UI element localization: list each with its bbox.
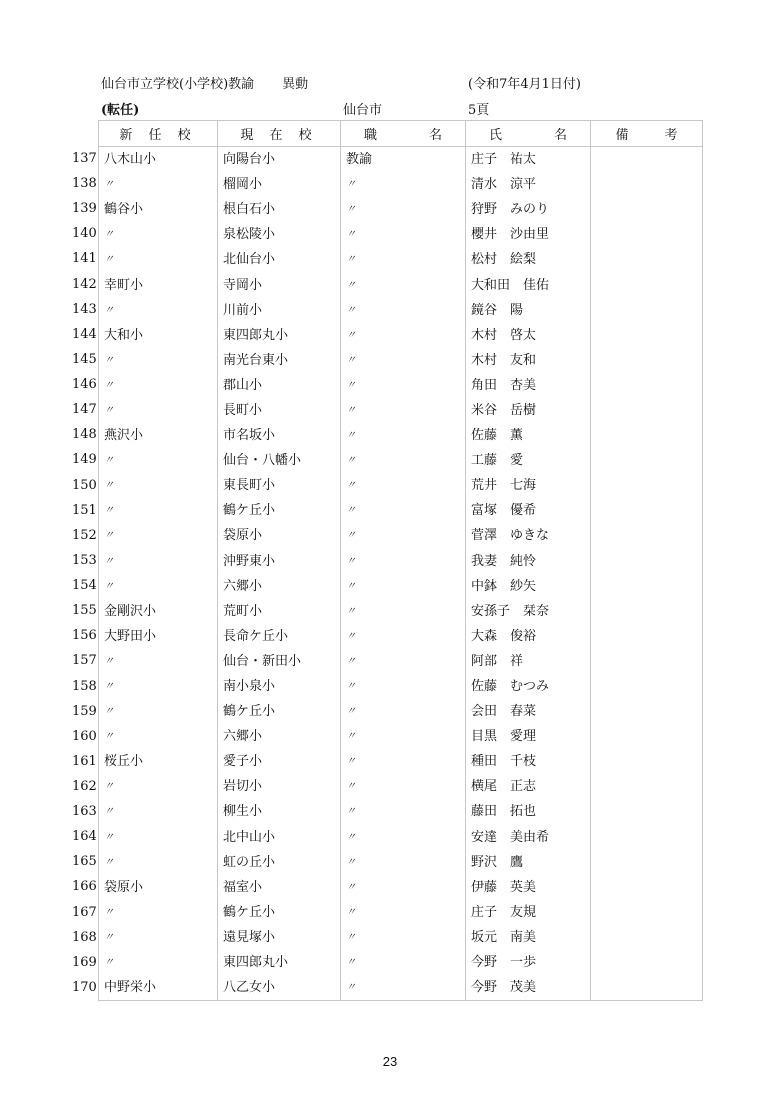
header-remarks: 備 考 bbox=[591, 121, 703, 147]
cell-name: 大森 俊裕 bbox=[466, 624, 591, 649]
cell-remarks bbox=[591, 549, 703, 574]
cell-remarks bbox=[591, 498, 703, 523]
cell-name: 目黒 愛理 bbox=[466, 724, 591, 749]
cell-position: 〃 bbox=[341, 900, 466, 925]
cell-position: 〃 bbox=[341, 323, 466, 348]
cell-new-school: 桜丘小 bbox=[99, 749, 218, 774]
cell-position: 〃 bbox=[341, 850, 466, 875]
table-row bbox=[99, 774, 703, 799]
cell-new-school: 〃 bbox=[99, 398, 218, 423]
cell-position: 〃 bbox=[341, 574, 466, 599]
row-number: 166 bbox=[72, 879, 97, 895]
row-number: 168 bbox=[72, 929, 97, 945]
cell-new-school: 〃 bbox=[99, 699, 218, 724]
cell-position: 〃 bbox=[341, 799, 466, 824]
cell-position: 〃 bbox=[341, 825, 466, 850]
header-position: 職 名 bbox=[341, 121, 466, 147]
cell-current-school: 泉松陵小 bbox=[218, 222, 341, 247]
cell-name: 鏡谷 陽 bbox=[466, 298, 591, 323]
header-name: 氏 名 bbox=[466, 121, 591, 147]
cell-current-school: 南光台東小 bbox=[218, 348, 341, 373]
cell-current-school: 八乙女小 bbox=[218, 975, 341, 1001]
cell-position: 〃 bbox=[341, 925, 466, 950]
table-row bbox=[99, 398, 703, 423]
cell-current-school: 沖野東小 bbox=[218, 549, 341, 574]
cell-position: 〃 bbox=[341, 473, 466, 498]
cell-remarks bbox=[591, 323, 703, 348]
table-row bbox=[99, 247, 703, 272]
cell-current-school: 六郷小 bbox=[218, 574, 341, 599]
table-row bbox=[99, 825, 703, 850]
cell-new-school: 〃 bbox=[99, 649, 218, 674]
cell-position: 〃 bbox=[341, 599, 466, 624]
cell-remarks bbox=[591, 950, 703, 975]
row-number: 143 bbox=[72, 301, 97, 317]
cell-position: 〃 bbox=[341, 498, 466, 523]
document-title-main: 仙台市立学校(小学校)教諭 bbox=[101, 77, 255, 92]
cell-new-school: 大和小 bbox=[99, 323, 218, 348]
table-row bbox=[99, 222, 703, 247]
table-row bbox=[99, 423, 703, 448]
cell-position: 〃 bbox=[341, 674, 466, 699]
cell-current-school: 東四郎丸小 bbox=[218, 950, 341, 975]
cell-name: 阿部 祥 bbox=[466, 649, 591, 674]
row-number: 165 bbox=[72, 854, 97, 870]
cell-current-school: 長命ケ丘小 bbox=[218, 624, 341, 649]
cell-remarks bbox=[591, 674, 703, 699]
cell-new-school: 大野田小 bbox=[99, 624, 218, 649]
header-new-school: 新 任 校 bbox=[99, 121, 218, 147]
cell-remarks bbox=[591, 699, 703, 724]
category-label: (転任) bbox=[101, 103, 140, 118]
cell-name: 工藤 愛 bbox=[466, 448, 591, 473]
cell-name: 角田 杏美 bbox=[466, 373, 591, 398]
effective-date: (令和7年4月1日付) bbox=[468, 77, 581, 92]
row-number: 155 bbox=[72, 603, 97, 619]
cell-new-school: 〃 bbox=[99, 498, 218, 523]
cell-position: 〃 bbox=[341, 448, 466, 473]
transfer-table bbox=[98, 120, 703, 1001]
cell-remarks bbox=[591, 423, 703, 448]
cell-new-school: 金剛沢小 bbox=[99, 599, 218, 624]
cell-position: 〃 bbox=[341, 222, 466, 247]
cell-position: 〃 bbox=[341, 975, 466, 1001]
cell-remarks bbox=[591, 473, 703, 498]
cell-position: 〃 bbox=[341, 423, 466, 448]
cell-remarks bbox=[591, 172, 703, 197]
table-row bbox=[99, 498, 703, 523]
cell-current-school: 鶴ケ丘小 bbox=[218, 498, 341, 523]
city-label: 仙台市 bbox=[343, 103, 383, 118]
table-row bbox=[99, 900, 703, 925]
cell-position: 〃 bbox=[341, 875, 466, 900]
row-number: 169 bbox=[72, 954, 97, 970]
table-row bbox=[99, 674, 703, 699]
cell-current-school: 向陽台小 bbox=[218, 147, 341, 173]
cell-current-school: 愛子小 bbox=[218, 749, 341, 774]
cell-position: 〃 bbox=[341, 624, 466, 649]
cell-name: 我妻 純怜 bbox=[466, 549, 591, 574]
row-number: 151 bbox=[72, 502, 97, 518]
cell-current-school: 袋原小 bbox=[218, 523, 341, 548]
header-current-school: 現 在 校 bbox=[218, 121, 341, 147]
cell-new-school: 〃 bbox=[99, 825, 218, 850]
cell-name: 佐藤 薫 bbox=[466, 423, 591, 448]
table-row bbox=[99, 799, 703, 824]
row-number: 142 bbox=[72, 276, 97, 292]
cell-current-school: 虹の丘小 bbox=[218, 850, 341, 875]
cell-new-school: 〃 bbox=[99, 774, 218, 799]
cell-remarks bbox=[591, 247, 703, 272]
row-number: 146 bbox=[72, 377, 97, 393]
cell-current-school: 長町小 bbox=[218, 398, 341, 423]
cell-new-school: 〃 bbox=[99, 523, 218, 548]
row-number: 156 bbox=[72, 628, 97, 644]
cell-remarks bbox=[591, 724, 703, 749]
cell-new-school: 〃 bbox=[99, 900, 218, 925]
cell-current-school: 仙台・新田小 bbox=[218, 649, 341, 674]
cell-name: 狩野 みのり bbox=[466, 197, 591, 222]
cell-new-school: 〃 bbox=[99, 348, 218, 373]
row-number: 158 bbox=[72, 678, 97, 694]
table-row bbox=[99, 549, 703, 574]
table-row bbox=[99, 699, 703, 724]
row-number: 147 bbox=[72, 402, 97, 418]
row-number: 137 bbox=[72, 151, 97, 166]
cell-name: 庄子 祐太 bbox=[466, 147, 591, 173]
cell-current-school: 南小泉小 bbox=[218, 674, 341, 699]
cell-current-school: 岩切小 bbox=[218, 774, 341, 799]
cell-new-school: 〃 bbox=[99, 950, 218, 975]
cell-current-school: 北中山小 bbox=[218, 825, 341, 850]
cell-new-school: 〃 bbox=[99, 850, 218, 875]
cell-remarks bbox=[591, 448, 703, 473]
cell-current-school: 寺岡小 bbox=[218, 272, 341, 297]
row-number: 159 bbox=[72, 703, 97, 719]
cell-remarks bbox=[591, 398, 703, 423]
cell-new-school: 〃 bbox=[99, 799, 218, 824]
cell-current-school: 遠見塚小 bbox=[218, 925, 341, 950]
row-number: 157 bbox=[72, 653, 97, 669]
cell-name: 菅澤 ゆきな bbox=[466, 523, 591, 548]
cell-position: 〃 bbox=[341, 523, 466, 548]
cell-current-school: 北仙台小 bbox=[218, 247, 341, 272]
cell-position: 〃 bbox=[341, 699, 466, 724]
cell-new-school: 鶴谷小 bbox=[99, 197, 218, 222]
cell-name: 大和田 佳佑 bbox=[466, 272, 591, 297]
cell-current-school: 柳生小 bbox=[218, 799, 341, 824]
table-row bbox=[99, 272, 703, 297]
cell-name: 藤田 拓也 bbox=[466, 799, 591, 824]
cell-remarks bbox=[591, 875, 703, 900]
table-row bbox=[99, 473, 703, 498]
cell-name: 佐藤 むつみ bbox=[466, 674, 591, 699]
cell-name: 庄子 友規 bbox=[466, 900, 591, 925]
cell-new-school: 〃 bbox=[99, 222, 218, 247]
cell-name: 会田 春菜 bbox=[466, 699, 591, 724]
row-number: 161 bbox=[72, 753, 97, 769]
table-row bbox=[99, 649, 703, 674]
cell-name: 伊藤 英美 bbox=[466, 875, 591, 900]
cell-position: 〃 bbox=[341, 724, 466, 749]
row-number: 141 bbox=[72, 251, 97, 267]
table-row bbox=[99, 724, 703, 749]
cell-name: 木村 友和 bbox=[466, 348, 591, 373]
cell-remarks bbox=[591, 925, 703, 950]
document-title bbox=[101, 73, 308, 92]
cell-new-school: 〃 bbox=[99, 574, 218, 599]
cell-remarks bbox=[591, 348, 703, 373]
cell-position: 〃 bbox=[341, 774, 466, 799]
row-number: 148 bbox=[72, 427, 97, 443]
cell-current-school: 根白石小 bbox=[218, 197, 341, 222]
table-row bbox=[99, 749, 703, 774]
table-row bbox=[99, 875, 703, 900]
cell-name: 今野 一歩 bbox=[466, 950, 591, 975]
cell-name: 米谷 岳樹 bbox=[466, 398, 591, 423]
row-number: 153 bbox=[72, 552, 97, 568]
cell-name: 安孫子 栞奈 bbox=[466, 599, 591, 624]
row-number: 149 bbox=[72, 452, 97, 468]
cell-name: 中鉢 紗矢 bbox=[466, 574, 591, 599]
table-row bbox=[99, 298, 703, 323]
row-number: 154 bbox=[72, 578, 97, 594]
cell-remarks bbox=[591, 298, 703, 323]
cell-name: 荒井 七海 bbox=[466, 473, 591, 498]
row-number: 160 bbox=[72, 728, 97, 744]
cell-remarks bbox=[591, 272, 703, 297]
table-row bbox=[99, 599, 703, 624]
cell-current-school: 市名坂小 bbox=[218, 423, 341, 448]
cell-current-school: 榴岡小 bbox=[218, 172, 341, 197]
cell-position: 〃 bbox=[341, 749, 466, 774]
table-row bbox=[99, 574, 703, 599]
cell-name: 今野 茂美 bbox=[466, 975, 591, 1001]
row-number: 138 bbox=[72, 176, 97, 192]
cell-position: 〃 bbox=[341, 649, 466, 674]
cell-current-school: 川前小 bbox=[218, 298, 341, 323]
table-row bbox=[99, 197, 703, 222]
cell-new-school: 袋原小 bbox=[99, 875, 218, 900]
cell-new-school: 幸町小 bbox=[99, 272, 218, 297]
cell-remarks bbox=[591, 749, 703, 774]
cell-current-school: 東長町小 bbox=[218, 473, 341, 498]
cell-new-school: 中野栄小 bbox=[99, 975, 218, 1001]
table-row bbox=[99, 323, 703, 348]
cell-name: 櫻井 沙由里 bbox=[466, 222, 591, 247]
table-row bbox=[99, 850, 703, 875]
cell-new-school: 〃 bbox=[99, 298, 218, 323]
row-number: 152 bbox=[72, 527, 97, 543]
row-number: 144 bbox=[72, 326, 97, 342]
cell-position: 〃 bbox=[341, 298, 466, 323]
cell-new-school: 〃 bbox=[99, 448, 218, 473]
cell-name: 木村 啓太 bbox=[466, 323, 591, 348]
cell-current-school: 福室小 bbox=[218, 875, 341, 900]
cell-remarks bbox=[591, 850, 703, 875]
cell-name: 種田 千枝 bbox=[466, 749, 591, 774]
cell-position: 〃 bbox=[341, 373, 466, 398]
cell-remarks bbox=[591, 373, 703, 398]
cell-position: 〃 bbox=[341, 348, 466, 373]
table-row bbox=[99, 147, 703, 173]
cell-current-school: 鶴ケ丘小 bbox=[218, 699, 341, 724]
cell-position: 〃 bbox=[341, 272, 466, 297]
row-number: 163 bbox=[72, 804, 97, 820]
table-row bbox=[99, 950, 703, 975]
cell-position: 〃 bbox=[341, 549, 466, 574]
row-number: 167 bbox=[72, 904, 97, 920]
cell-new-school: 〃 bbox=[99, 172, 218, 197]
table-row bbox=[99, 975, 703, 1001]
row-number: 162 bbox=[72, 779, 97, 794]
cell-position: 教諭 bbox=[341, 147, 466, 173]
cell-current-school: 仙台・八幡小 bbox=[218, 448, 341, 473]
cell-name: 野沢 鷹 bbox=[466, 850, 591, 875]
table-header-row bbox=[99, 121, 703, 147]
cell-remarks bbox=[591, 825, 703, 850]
cell-remarks bbox=[591, 624, 703, 649]
table-row bbox=[99, 448, 703, 473]
cell-remarks bbox=[591, 900, 703, 925]
table-row bbox=[99, 373, 703, 398]
row-number: 140 bbox=[72, 226, 97, 242]
cell-name: 松村 絵梨 bbox=[466, 247, 591, 272]
cell-new-school: 〃 bbox=[99, 373, 218, 398]
table-row bbox=[99, 624, 703, 649]
cell-new-school: 〃 bbox=[99, 925, 218, 950]
cell-position: 〃 bbox=[341, 172, 466, 197]
cell-position: 〃 bbox=[341, 197, 466, 222]
cell-remarks bbox=[591, 197, 703, 222]
cell-new-school: 〃 bbox=[99, 674, 218, 699]
cell-new-school: 八木山小 bbox=[99, 147, 218, 173]
cell-remarks bbox=[591, 774, 703, 799]
row-number: 164 bbox=[72, 829, 97, 845]
cell-remarks bbox=[591, 649, 703, 674]
cell-name: 安達 美由希 bbox=[466, 825, 591, 850]
cell-remarks bbox=[591, 599, 703, 624]
cell-current-school: 東四郎丸小 bbox=[218, 323, 341, 348]
cell-current-school: 荒町小 bbox=[218, 599, 341, 624]
cell-new-school: 〃 bbox=[99, 473, 218, 498]
row-number: 150 bbox=[72, 477, 97, 493]
cell-current-school: 鶴ケ丘小 bbox=[218, 900, 341, 925]
cell-new-school: 燕沢小 bbox=[99, 423, 218, 448]
cell-remarks bbox=[591, 147, 703, 173]
cell-new-school: 〃 bbox=[99, 724, 218, 749]
table-row bbox=[99, 172, 703, 197]
cell-name: 坂元 南美 bbox=[466, 925, 591, 950]
cell-remarks bbox=[591, 523, 703, 548]
row-number: 139 bbox=[72, 201, 97, 217]
row-number: 170 bbox=[72, 979, 97, 995]
cell-name: 横尾 正志 bbox=[466, 774, 591, 799]
cell-current-school: 郡山小 bbox=[218, 373, 341, 398]
cell-current-school: 六郷小 bbox=[218, 724, 341, 749]
document-title-suffix: 異動 bbox=[282, 77, 309, 92]
table-row bbox=[99, 925, 703, 950]
cell-remarks bbox=[591, 975, 703, 1001]
cell-new-school: 〃 bbox=[99, 247, 218, 272]
table-row bbox=[99, 348, 703, 373]
table-row bbox=[99, 523, 703, 548]
cell-position: 〃 bbox=[341, 247, 466, 272]
section-page-label: 5頁 bbox=[468, 103, 490, 118]
row-number: 145 bbox=[72, 351, 97, 367]
cell-position: 〃 bbox=[341, 398, 466, 423]
cell-remarks bbox=[591, 799, 703, 824]
cell-name: 富塚 優希 bbox=[466, 498, 591, 523]
cell-new-school: 〃 bbox=[99, 549, 218, 574]
cell-position: 〃 bbox=[341, 950, 466, 975]
cell-name: 清水 涼平 bbox=[466, 172, 591, 197]
cell-remarks bbox=[591, 222, 703, 247]
page-number: 23 bbox=[382, 1054, 398, 1069]
cell-remarks bbox=[591, 574, 703, 599]
